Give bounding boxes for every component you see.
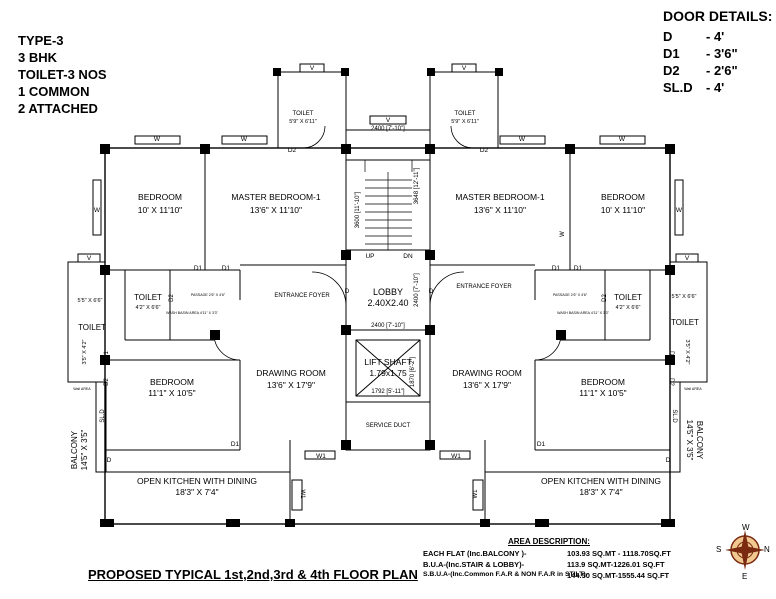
- door-size: - 4': [706, 80, 725, 95]
- door-details-title: DOOR DETAILS:: [663, 8, 773, 24]
- room-size: 13'6" X 11'10": [249, 205, 303, 215]
- balcony-label: BALCONY: [70, 430, 79, 470]
- room-name: LIFT SHAFT: [364, 357, 412, 367]
- window-label: W1: [316, 453, 326, 460]
- window-label: W: [240, 136, 248, 143]
- area-row-label: S.B.U.A-(Inc.Common F.A.R & NON F.A.R in STILT)-: [423, 571, 588, 578]
- passage-label: PASSAGE 2'6" X 4'6": [552, 293, 588, 297]
- type-line: 1 COMMON: [18, 84, 90, 99]
- area-row-value: 113.9 SQ.MT-1226.01 SQ.FT: [567, 560, 665, 569]
- door-label: D: [428, 288, 434, 295]
- room-name: OPEN KITCHEN WITH DINING: [137, 476, 257, 486]
- window-label: W1: [473, 489, 479, 499]
- area-row-label: B.U.A-(Inc.STAIR & LOBBY)-: [423, 560, 525, 569]
- door-label: D2: [668, 378, 674, 386]
- window-label: W1: [299, 489, 305, 499]
- room-size: 5'5" X 6'6": [77, 298, 103, 304]
- vent-label: V: [461, 65, 467, 72]
- compass-icon: [716, 523, 770, 581]
- room-size: 1.79x1.75: [369, 368, 407, 378]
- room-size: 18'3" X 7'4": [579, 487, 623, 497]
- window-label: W: [93, 207, 101, 214]
- door-label: D1: [573, 265, 583, 272]
- room-name: TOILET: [78, 323, 106, 332]
- door-label: D1: [230, 441, 240, 448]
- passage-size: 3'5" X 4'2": [82, 339, 88, 365]
- type-line: TOILET-3 NOS: [18, 67, 107, 82]
- door-code: D2: [663, 63, 680, 78]
- room-size: 13'6" X 11'10": [473, 205, 527, 215]
- door-size: - 2'6": [706, 63, 738, 78]
- wash-label: WASH BASIN AREA 4'11" X 3'3": [557, 311, 609, 315]
- window-label: W: [518, 136, 526, 143]
- room-name: MASTER BEDROOM-1: [231, 192, 321, 202]
- wall-area-label: Wall AREA: [73, 387, 91, 391]
- door-label: D1: [221, 265, 231, 272]
- area-description-title: AREA DESCRIPTION:: [508, 537, 590, 546]
- balcony-label: BALCONY: [695, 420, 704, 460]
- plan-title: PROPOSED TYPICAL 1st,2nd,3rd & 4th FLOOR PLAN: [88, 567, 418, 582]
- room-name: DRAWING ROOM: [452, 368, 522, 378]
- room-name: TOILET: [614, 293, 642, 302]
- room-size: 5'9" X 6'11": [289, 119, 317, 125]
- balcony-size: 14'5" X 3'5": [80, 429, 89, 471]
- vent-label: V: [86, 255, 92, 262]
- room-name: ENTRANCE FOYER: [274, 293, 330, 299]
- room-name: SERVICE DUCT: [365, 423, 411, 429]
- area-row-label: EACH FLAT (Inc.BALCONY )-: [423, 549, 527, 558]
- balcony-size: 14'5" X 3'5": [685, 419, 694, 461]
- wall-area-label: Wall AREA: [684, 387, 702, 391]
- dimension: 2400 [7'-10"]: [371, 126, 405, 132]
- room-size: 13'6" X 17'9": [266, 380, 316, 390]
- room-size: 5'9" X 6'11": [451, 119, 479, 125]
- dimension: 2400 [7'-10"]: [371, 323, 405, 329]
- door-label: D: [344, 288, 350, 295]
- passage-size: 3'5" X 4'2": [684, 339, 690, 365]
- door-label: D2: [479, 147, 489, 154]
- room-size: 10' X 11'10": [137, 205, 183, 215]
- room-name: DRAWING ROOM: [256, 368, 326, 378]
- room-size: 2.40X2.40: [367, 298, 409, 308]
- door-code: SL.D: [663, 80, 693, 95]
- vent-label: V: [684, 255, 690, 262]
- door-label: D2: [169, 294, 175, 302]
- door-label: D2: [287, 147, 297, 154]
- room-name: BEDROOM: [581, 377, 625, 387]
- window-label: W: [560, 231, 566, 237]
- vent-label: V: [385, 117, 391, 124]
- room-size: 11'1" X 10'5": [148, 388, 196, 398]
- door-label: D: [106, 457, 112, 464]
- area-row-value: 103.93 SQ.MT - 1118.70SQ.FT: [567, 549, 671, 558]
- room-size: 13'6" X 17'9": [462, 380, 512, 390]
- room-name: ENTRANCE FOYER: [456, 284, 512, 290]
- dimension: 1792 [5'-11"]: [371, 389, 405, 395]
- door-code: D1: [663, 46, 680, 61]
- dimension: 3648 [12'-11"]: [414, 167, 420, 205]
- stair-down: DN: [403, 253, 413, 260]
- room-name: BEDROOM: [601, 192, 645, 202]
- vent-label: V: [309, 65, 315, 72]
- door-code: D: [663, 29, 673, 44]
- area-row-value: 144.50 SQ.MT-1555.44 SQ.FT: [567, 571, 670, 580]
- room-name: TOILET: [134, 293, 162, 302]
- compass-e: E: [742, 572, 748, 581]
- type-line: 3 BHK: [18, 50, 58, 65]
- room-size: 11'1" X 10'5": [579, 388, 627, 398]
- door-label: D1: [104, 351, 110, 359]
- window-label: W1: [451, 453, 461, 460]
- room-name: TOILET: [671, 318, 699, 327]
- door-label: D: [665, 457, 671, 464]
- window-label: W: [675, 207, 683, 214]
- room-name: BEDROOM: [138, 192, 182, 202]
- room-name: BEDROOM: [150, 377, 194, 387]
- room-size: 10' X 11'10": [600, 205, 646, 215]
- dimension: 2400 [7'-10"]: [414, 273, 420, 307]
- door-label: D1: [536, 441, 546, 448]
- door-label: D1: [193, 265, 203, 272]
- room-name: OPEN KITCHEN WITH DINING: [541, 476, 661, 486]
- dimension: 1870 [6'-2"]: [410, 356, 416, 388]
- wash-label: WASH BASIN AREA 4'11" X 3'3": [166, 311, 218, 315]
- door-label: D1: [668, 351, 674, 359]
- compass-w: W: [742, 523, 750, 532]
- dimension: 3600 [11'-10"]: [355, 191, 361, 229]
- sliding-door-label: SL.D: [671, 409, 677, 423]
- door-label: D2: [602, 294, 608, 302]
- room-name: TOILET: [454, 111, 476, 117]
- door-size: - 3'6": [706, 46, 738, 61]
- door-label: D1: [551, 265, 561, 272]
- door-size: - 4': [706, 29, 725, 44]
- stair-up: UP: [365, 253, 375, 260]
- passage-label: PASSAGE 2'6" X 4'6": [190, 293, 226, 297]
- compass-n: N: [764, 545, 770, 554]
- room-name: MASTER BEDROOM-1: [455, 192, 545, 202]
- sliding-door-label: SL.D: [100, 409, 106, 423]
- room-size: 4'2" X 6'6": [615, 305, 641, 311]
- window-label: W: [618, 136, 626, 143]
- type-line: 2 ATTACHED: [18, 101, 98, 116]
- room-name: LOBBY: [372, 287, 404, 297]
- room-size: 4'2" X 6'6": [135, 305, 161, 311]
- window-label: W: [153, 136, 161, 143]
- door-label: D2: [104, 378, 110, 386]
- type-title: TYPE-3: [18, 33, 64, 48]
- room-size: 5'5" X 6'6": [671, 294, 697, 300]
- compass-s: S: [716, 545, 722, 554]
- room-size: 18'3" X 7'4": [175, 487, 219, 497]
- room-name: TOILET: [292, 111, 314, 117]
